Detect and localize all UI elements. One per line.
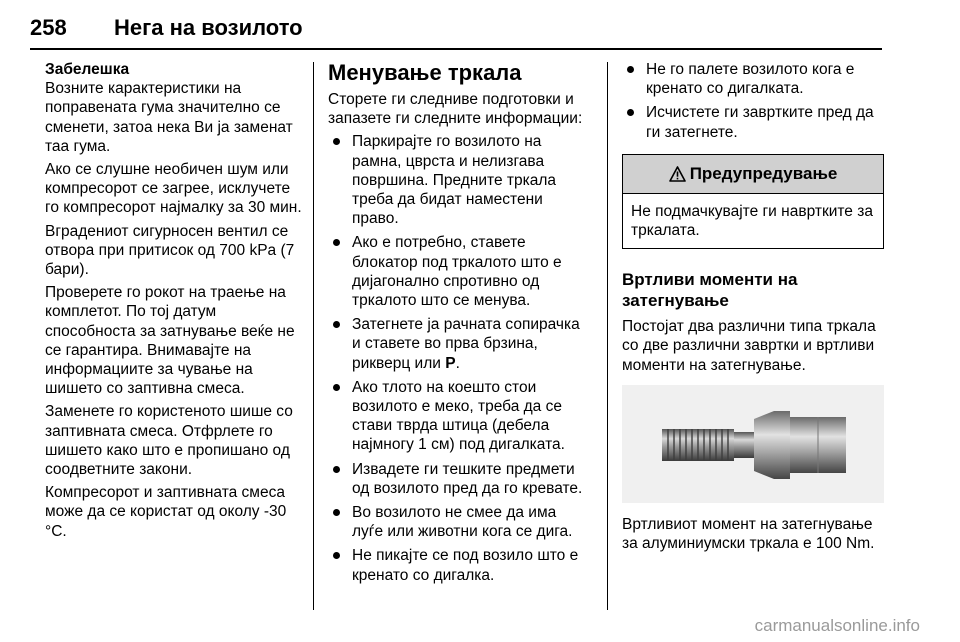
column-divider-left [313,62,314,610]
torque-paragraph: Постојат два различни типа тркала со две различни завртки и вртливи моменти на затегнување. [622,318,876,374]
valve-paragraph: Вградениот сигурносен вентил се отвора при притисок од 700 kPa (7 бари). [45,222,295,279]
temperature-paragraph: Компресорот и заптивната смеса може да се користат од околу -30 °C. [45,484,287,540]
warning-triangle-icon [669,166,686,182]
page-number: 258 [30,15,67,40]
torque-heading: Вртливи моменти на затегнување [622,270,798,311]
column-middle [328,60,590,590]
bullet-icon [333,552,340,559]
section-title: Менување тркала [328,60,522,85]
column-divider-right [607,62,608,610]
watermark: carmanualsonline.info [754,616,920,635]
bullet-icon [333,509,340,516]
list-item: Во возилото не смее да има луѓе или животни кога се дига. [328,503,590,541]
compressor-paragraph: Ако се слушне необичен шум или компресорот се загрее, исклучете го компресорот најмалку за 30 мин. [45,161,302,217]
bullet-icon [333,321,340,328]
list-item: Ако тлото на коешто стои возилото е меко, треба да се стави тврда штица (дебела најмногу 1 см) под дигалката. [328,378,590,455]
warning-header [623,155,883,194]
header-divider [30,48,882,50]
list-item: Не пикајте се под возило што е кренато со дигалка. [328,546,590,584]
continued-list [622,60,884,142]
warning-title: Предупредување [689,164,838,184]
warning-box [622,154,884,249]
list-item: Извадете ги тешките предмети од возилото пред да го кревате. [328,460,590,498]
list-item: Не го палете возилото кога е кренато со дигалката. [622,60,884,98]
column-right [622,60,884,557]
column-left [45,60,303,545]
list-item: Паркирајте го возилото на рамна, цврста и нелизгава површина. Предните тркала треба да бидат наместени право. [328,132,590,228]
bullet-icon [333,138,340,145]
note-paragraph: Возните карактеристики на поправената гума значително се сменети, затоа нека Ви ја заменат таа гума. [45,80,293,155]
warning-text: Не подмачкувајте ги навртките за тркалата. [631,202,873,240]
torque-value-paragraph: Вртливиот момент на затегнување за алуминиумски тркала е 100 Nm. [622,515,875,553]
replace-bottle-paragraph: Заменете го користеното шише со заптивната смеса. Отфрлете го шишето како што е пропишано од соодветните закони. [45,403,293,479]
note-heading: Забелешка [45,61,130,78]
page-header [30,14,882,50]
bullet-icon [333,239,340,246]
preparation-list [328,132,590,584]
page-title: Нега на возилото [114,15,303,40]
bullet-icon [627,109,634,116]
list-item: Исчистете ги завртките пред да ги затегнете. [622,103,884,141]
list-item: Затегнете ја рачната сопирачка и ставете во прва брзина, рикверц или P. [328,315,590,373]
list-item: Ако е потребно, ставете блокатор под тркалото што е дијагонално спротивно од тркалото што се менува. [328,233,590,310]
wheel-bolt-illustration [622,385,884,503]
bullet-icon [627,66,634,73]
gear-p-label: P [445,354,456,372]
bullet-icon [333,466,340,473]
section-intro: Сторете ги следниве подготовки и запазете ги следните информации: [328,91,583,128]
bullet-icon [333,384,340,391]
expiry-paragraph: Проверете го рокот на траење на комплетот. По тој датум способноста за затнување веќе не се гарантира. Внимавајте на информациите за чување на шишето со заптивна смеса. [45,284,295,398]
